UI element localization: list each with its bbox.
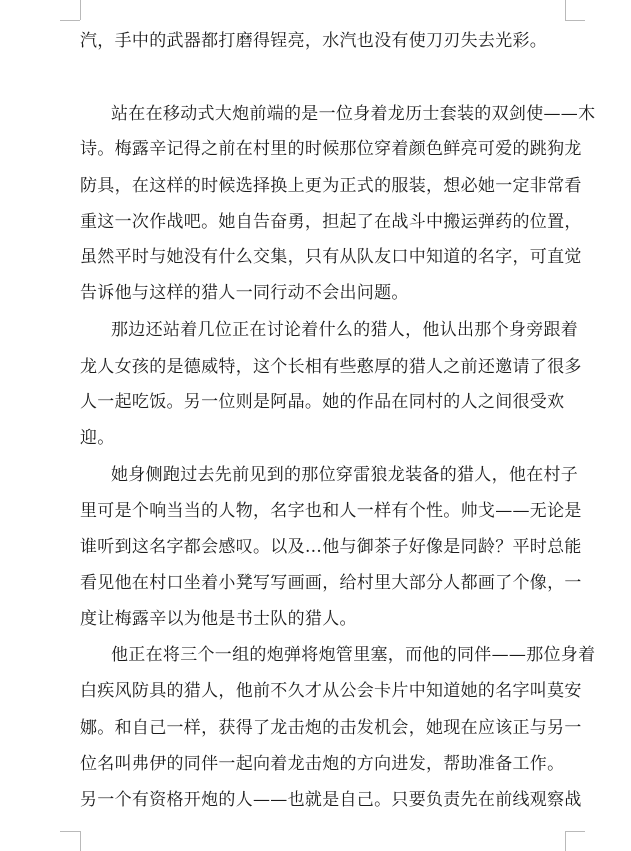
text-line: 谁听到这名字都会感叹。以及…他与御茶子好像是同龄？平时总能 [80,537,582,557]
text-line: 他正在将三个一组的炮弹将炮管里塞，而他的同伴——那位身着 [111,645,596,665]
text-line: 龙人女孩的是德威特，这个长相有些憨厚的猎人之前还邀请了很多 [80,357,582,377]
text-line: 人一起吃饭。另一位则是阿晶。她的作品在同村的人之间很受欢 [80,392,565,412]
text-line: 那边还站着几位正在讨论着什么的猎人，他认出那个身旁跟着 [111,320,579,340]
crop-mark-top-left-vertical [80,0,81,20]
text-line: 汽，手中的武器都打磨得锃亮，水汽也没有使刀刃失去光彩。 [80,31,548,51]
text-line: 白疾风防具的猎人，他前不久才从公会卡片中知道她的名字叫莫安 [80,681,582,701]
text-line: 站在在移动式大炮前端的是一位身着龙历士套装的双剑使——木 [111,104,596,124]
text-line: 重这一次作战吧。她自告奋勇，担起了在战斗中搬运弹药的位置， [80,212,582,232]
crop-mark-top-right-horizontal [565,20,585,21]
crop-mark-bottom-left-vertical [80,831,81,851]
crop-mark-top-right-vertical [565,0,566,20]
text-line: 虽然平时与她没有什么交集，只有从队友口中知道的名字，可直觉 [80,247,582,267]
text-line: 她身侧跑过去先前见到的那位穿雷狼龙装备的猎人，他在村子 [111,465,579,485]
text-line: 防具，在这样的时候选择换上更为正式的服装，想必她一定非常看 [80,176,582,196]
crop-mark-bottom-left-horizontal [60,831,80,832]
text-line: 诗。梅露辛记得之前在村里的时候那位穿着颜色鲜亮可爱的跳狗龙 [80,139,582,159]
text-line: 娜。和自己一样，获得了龙击炮的击发机会，她现在应该正与另一 [80,718,582,738]
text-line: 告诉他与这样的猎人一同行动不会出问题。 [80,283,409,303]
text-line: 位名叫弗伊的同伴一起向着龙击炮的方向进发，帮助准备工作。 [80,754,565,774]
crop-mark-bottom-right-horizontal [565,831,585,832]
text-line: 看见他在村口坐着小凳写写画画，给村里大部分人都画了个像，一 [80,573,582,593]
text-line: 里可是个响当当的人物，名字也和人一样有个性。帅戈——无论是 [80,501,582,521]
crop-mark-top-left-horizontal [60,20,80,21]
crop-mark-bottom-right-vertical [565,831,566,851]
text-line: 度让梅露辛以为他是书士队的猎人。 [80,609,357,629]
text-line: 另一个有资格开炮的人——也就是自己。只要负责先在前线观察战 [80,790,582,810]
text-line: 迎。 [80,428,115,448]
